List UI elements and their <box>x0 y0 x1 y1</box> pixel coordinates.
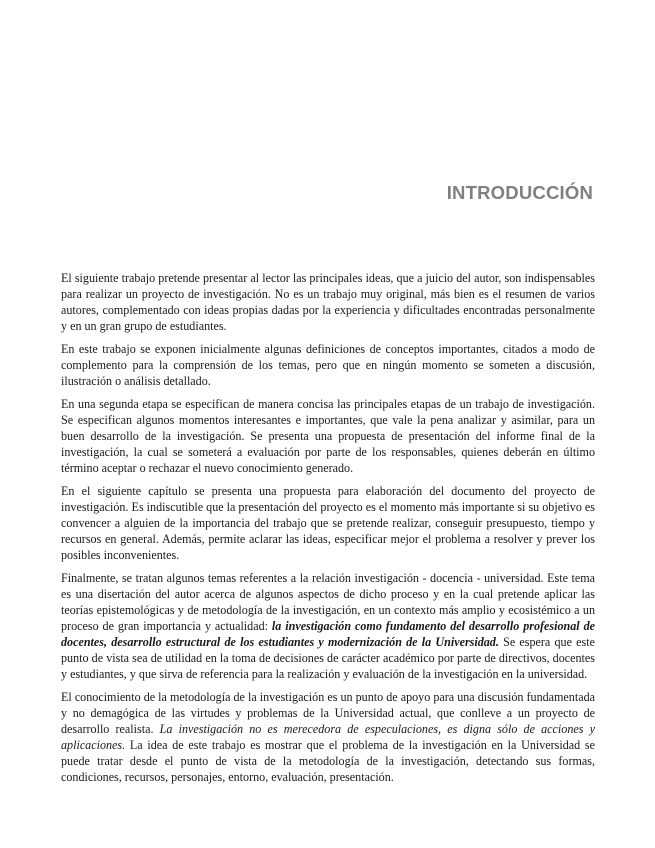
paragraph-2 <box>61 341 595 389</box>
paragraph-text: El conocimiento de la metodología de la investigación es un punto de apoyo para una discusión fundamentada y no demagógica de las virtudes y problemas de la Universidad actual, que conlleve a un proyecto de desarrollo realista. <box>61 690 595 736</box>
paragraph-1 <box>61 270 595 334</box>
paragraph-text: Finalmente, se tratan algunos temas referentes a la relación investigación - docencia - universidad. Este tema es una disertación del autor acerca de algunos aspectos de dicho proceso y en la cual pretende aplicar las teorías epistemológicas y de metodología de la investigación, en un contexto más amplio y ecosistémico a un proceso de gran importancia y actualidad: <box>61 571 595 633</box>
paragraph-3 <box>61 396 595 476</box>
paragraph-text: Se espera que este punto de vista sea de utilidad en la toma de decisiones de carácter académico por parte de directivos, docentes y estudiantes, y que sirva de referencia para la realización y evaluación de la investigación en la universidad. <box>61 635 595 681</box>
paragraph-text: En este trabajo se exponen inicialmente algunas definiciones de conceptos importantes, citados a modo de complemento para la comprensión de los temas, pero que en ningún momento se someten a discusión, ilustración o análisis detallado. <box>61 342 595 388</box>
paragraph-text: En una segunda etapa se especifican de manera concisa las principales etapas de un trabajo de investigación. Se especifican algunos momentos interesantes e importantes, que vale la pena analizar y asimilar, para un buen desarrollo de la investigación. Se presenta una propuesta de presentación del informe final de la investigación, la cual se someterá a evaluación por parte de los responsables, quienes deberán en último término aceptar o rechazar el nuevo conocimiento generado. <box>61 397 595 475</box>
paragraph-5 <box>61 570 595 682</box>
paragraph-6 <box>61 689 595 785</box>
page-title: INTRODUCCIÓN <box>446 182 593 203</box>
paragraph-4 <box>61 483 595 563</box>
paragraph-text: En el siguiente capítulo se presenta una propuesta para elaboración del documento del proyecto de investigación. Es indiscutible que la presentación del proyecto es el momento más importante si su objetivo es convencer a alguien de la importancia del trabajo que se pretende realizar, conseguir presupuesto, tiempo y recursos en general. Además, permite aclarar las ideas, especificar mejor el problema a resolver y prever los posibles inconvenientes. <box>61 484 595 562</box>
paragraph-text: La idea de este trabajo es mostrar que el problema de la investigación en la Universidad se puede tratar desde el punto de vista de la metodología de la investigación, detectando sus formas, condiciones, recursos, personajes, entorno, evaluación, presentación. <box>61 738 595 784</box>
italic-phrase: La investigación no es merecedora de especulaciones, es digna sólo de acciones y aplicaciones. <box>61 722 595 752</box>
emphasized-phrase: la investigación como fundamento del desarrollo profesional de docentes, desarrollo estructural de los estudiantes y modernización de la Universidad. <box>61 619 595 649</box>
paragraph-text: El siguiente trabajo pretende presentar al lector las principales ideas, que a juicio del autor, son indispensables para realizar un proyecto de investigación. No es un trabajo muy original, más bien es el resumen de varios autores, complementado con ideas propias dadas por la experiencia y dificultades encontradas personalmente y en un gran grupo de estudiantes. <box>61 271 595 333</box>
body-text <box>61 270 595 792</box>
